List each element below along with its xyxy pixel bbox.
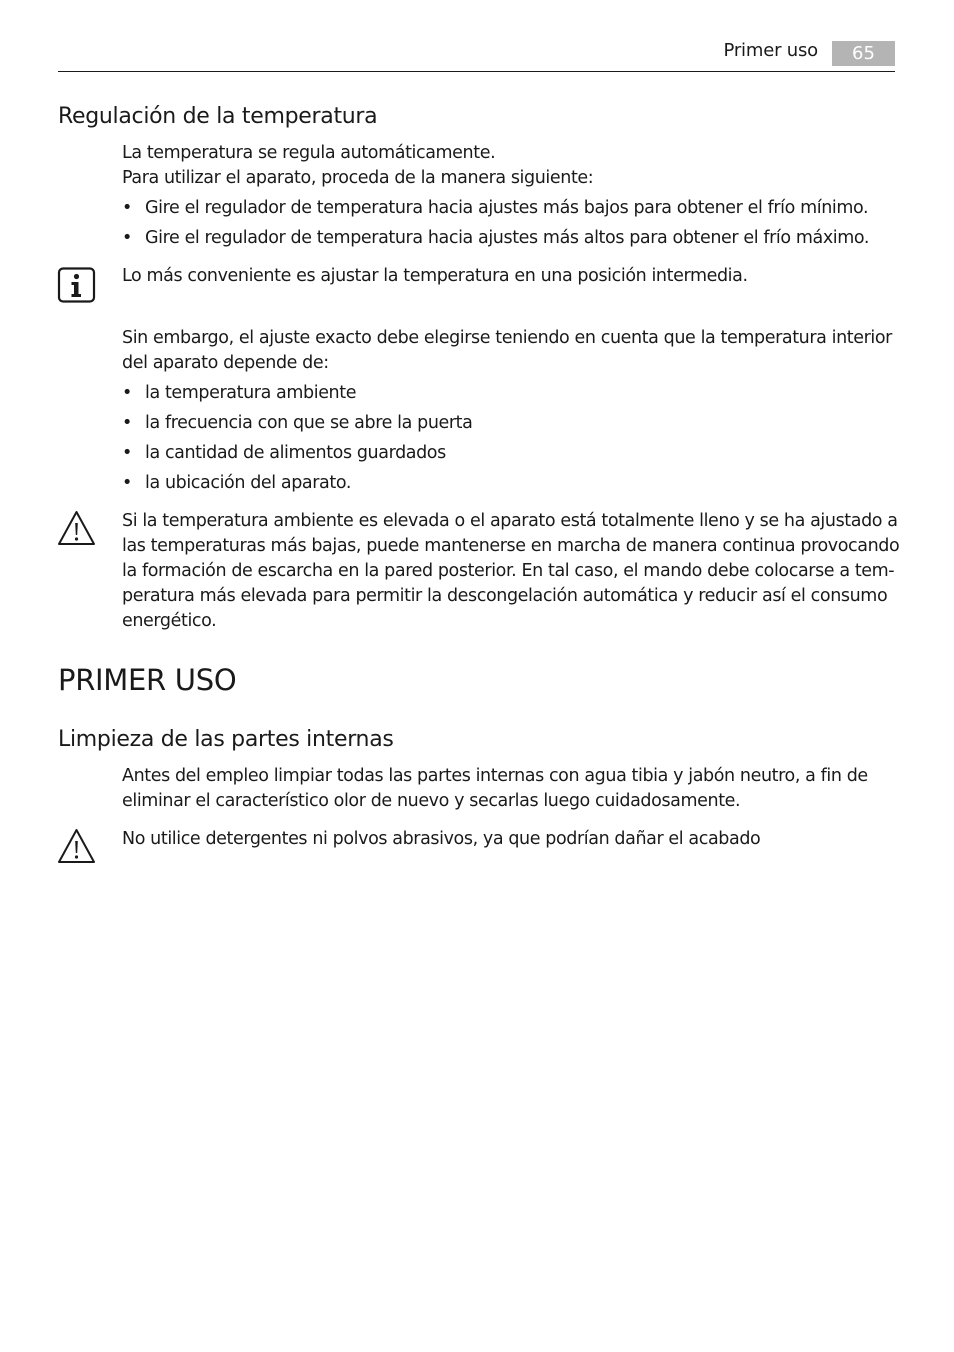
page-header: [58, 38, 895, 72]
warning-paragraph: [122, 509, 900, 634]
info-icon: [57, 267, 96, 305]
list-item: [122, 441, 446, 466]
text-line: La temperatura se regula automáticamente.: [122, 143, 496, 163]
text-line: Para utilizar el aparato, proceda de la manera siguiente:: [122, 168, 594, 188]
info-note-text: Lo más conveniente es ajustar la temperatura en una posición intermedia.: [122, 266, 748, 286]
text-line: las temperaturas más bajas, puede mantenerse en marcha de manera continua provocando: [122, 536, 900, 556]
chapter-title: PRIMER USO: [58, 663, 237, 697]
text-line: Si la temperatura ambiente es elevada o el aparato está totalmente lleno y se ha ajustado a: [122, 511, 898, 531]
info-note: [122, 264, 894, 289]
page-number: 65: [832, 41, 895, 66]
list-item-text: la ubicación del aparato.: [145, 473, 351, 493]
bullet-marker: •: [122, 228, 132, 248]
depends-paragraph: [122, 326, 894, 376]
section-heading-temperature: Regulación de la temperatura: [58, 104, 378, 129]
text-line: la formación de escarcha en la pared posterior. En tal caso, el mando debe colocarse a tem-: [122, 561, 895, 581]
text-line: energético.: [122, 611, 217, 631]
list-item: [122, 381, 356, 406]
warning-note-text: No utilice detergentes ni polvos abrasivos, ya que podrían dañar el acabado: [122, 829, 761, 849]
warning-note: [122, 827, 894, 852]
list-item-text: la cantidad de alimentos guardados: [145, 443, 446, 463]
list-item-text: la temperatura ambiente: [145, 383, 357, 403]
list-item: [122, 196, 868, 221]
bullet-marker: •: [122, 413, 132, 433]
intro-paragraph: [122, 141, 894, 191]
warning-icon: [57, 827, 96, 865]
warning-icon: [57, 509, 96, 547]
cleaning-paragraph: [122, 764, 894, 814]
bullet-marker: •: [122, 473, 132, 493]
text-line: del aparato depende de:: [122, 353, 329, 373]
section-heading-cleaning: Limpieza de las partes internas: [58, 727, 394, 752]
list-item-text: Gire el regulador de temperatura hacia ajustes más bajos para obtener el frío mínimo.: [145, 198, 869, 218]
bullet-marker: •: [122, 443, 132, 463]
bullet-marker: •: [122, 198, 132, 218]
text-line: Sin embargo, el ajuste exacto debe elegirse teniendo en cuenta que la temperatura interior: [122, 328, 892, 348]
text-line: Antes del empleo limpiar todas las partes internas con agua tibia y jabón neutro, a fin de: [122, 766, 868, 786]
list-item: [122, 411, 472, 436]
list-item: [122, 471, 351, 496]
list-item-text: Gire el regulador de temperatura hacia ajustes más altos para obtener el frío máximo.: [145, 228, 870, 248]
text-line: peratura más elevada para permitir la descongelación automática y reducir así el consumo: [122, 586, 888, 606]
bullet-marker: •: [122, 383, 132, 403]
list-item: [122, 226, 869, 251]
list-item-text: la frecuencia con que se abre la puerta: [145, 413, 473, 433]
text-line: eliminar el característico olor de nuevo y secarlas luego cuidadosamente.: [122, 791, 741, 811]
header-section-title: Primer uso: [723, 40, 818, 61]
